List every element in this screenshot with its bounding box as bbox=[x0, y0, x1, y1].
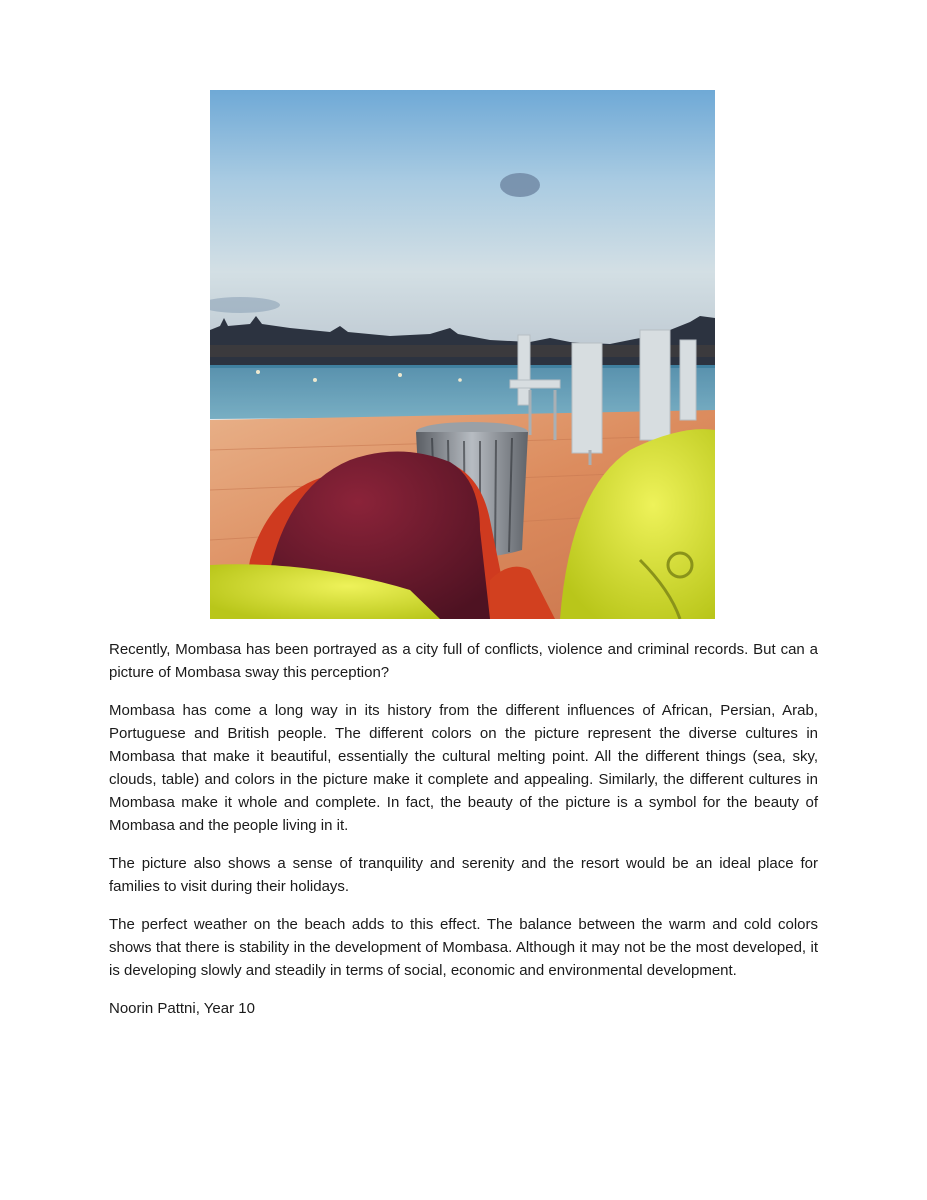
author-line: Noorin Pattni, Year 10 bbox=[109, 1000, 255, 1017]
paragraph-tranquility: The picture also shows a sense of tranquility and serenity and the resort would be an ideal place for families to visit during their holidays. bbox=[109, 855, 818, 895]
paragraph-history: Mombasa has come a long way in its history from the different influences of African, Persian, Arab, Portuguese and British people. The different colors on the picture represent the diverse cultures in Mombasa that make it beautiful, essentially the cultural melting point. All the different things (sea, sky, clouds, table) and colors in the picture make it complete and appealing. Similarly, the different cultures in Mombasa make it whole and complete. In fact, the beauty of the picture is a symbol for the beauty of Mombasa and the people living in it. bbox=[109, 702, 818, 834]
mombasa-waterfront-photo bbox=[210, 90, 715, 619]
paragraph-weather: The perfect weather on the beach adds to this effect. The balance between the warm and cold colors shows that there is stability in the development of Mombasa. Although it may not be the most developed, it is developing slowly and steadily in terms of social, economic and environmental development. bbox=[109, 916, 818, 979]
article-text bbox=[109, 638, 818, 1035]
paragraph-intro: Recently, Mombasa has been portrayed as a city full of conflicts, violence and criminal records. But can a picture of Mombasa sway this perception? bbox=[109, 641, 818, 681]
